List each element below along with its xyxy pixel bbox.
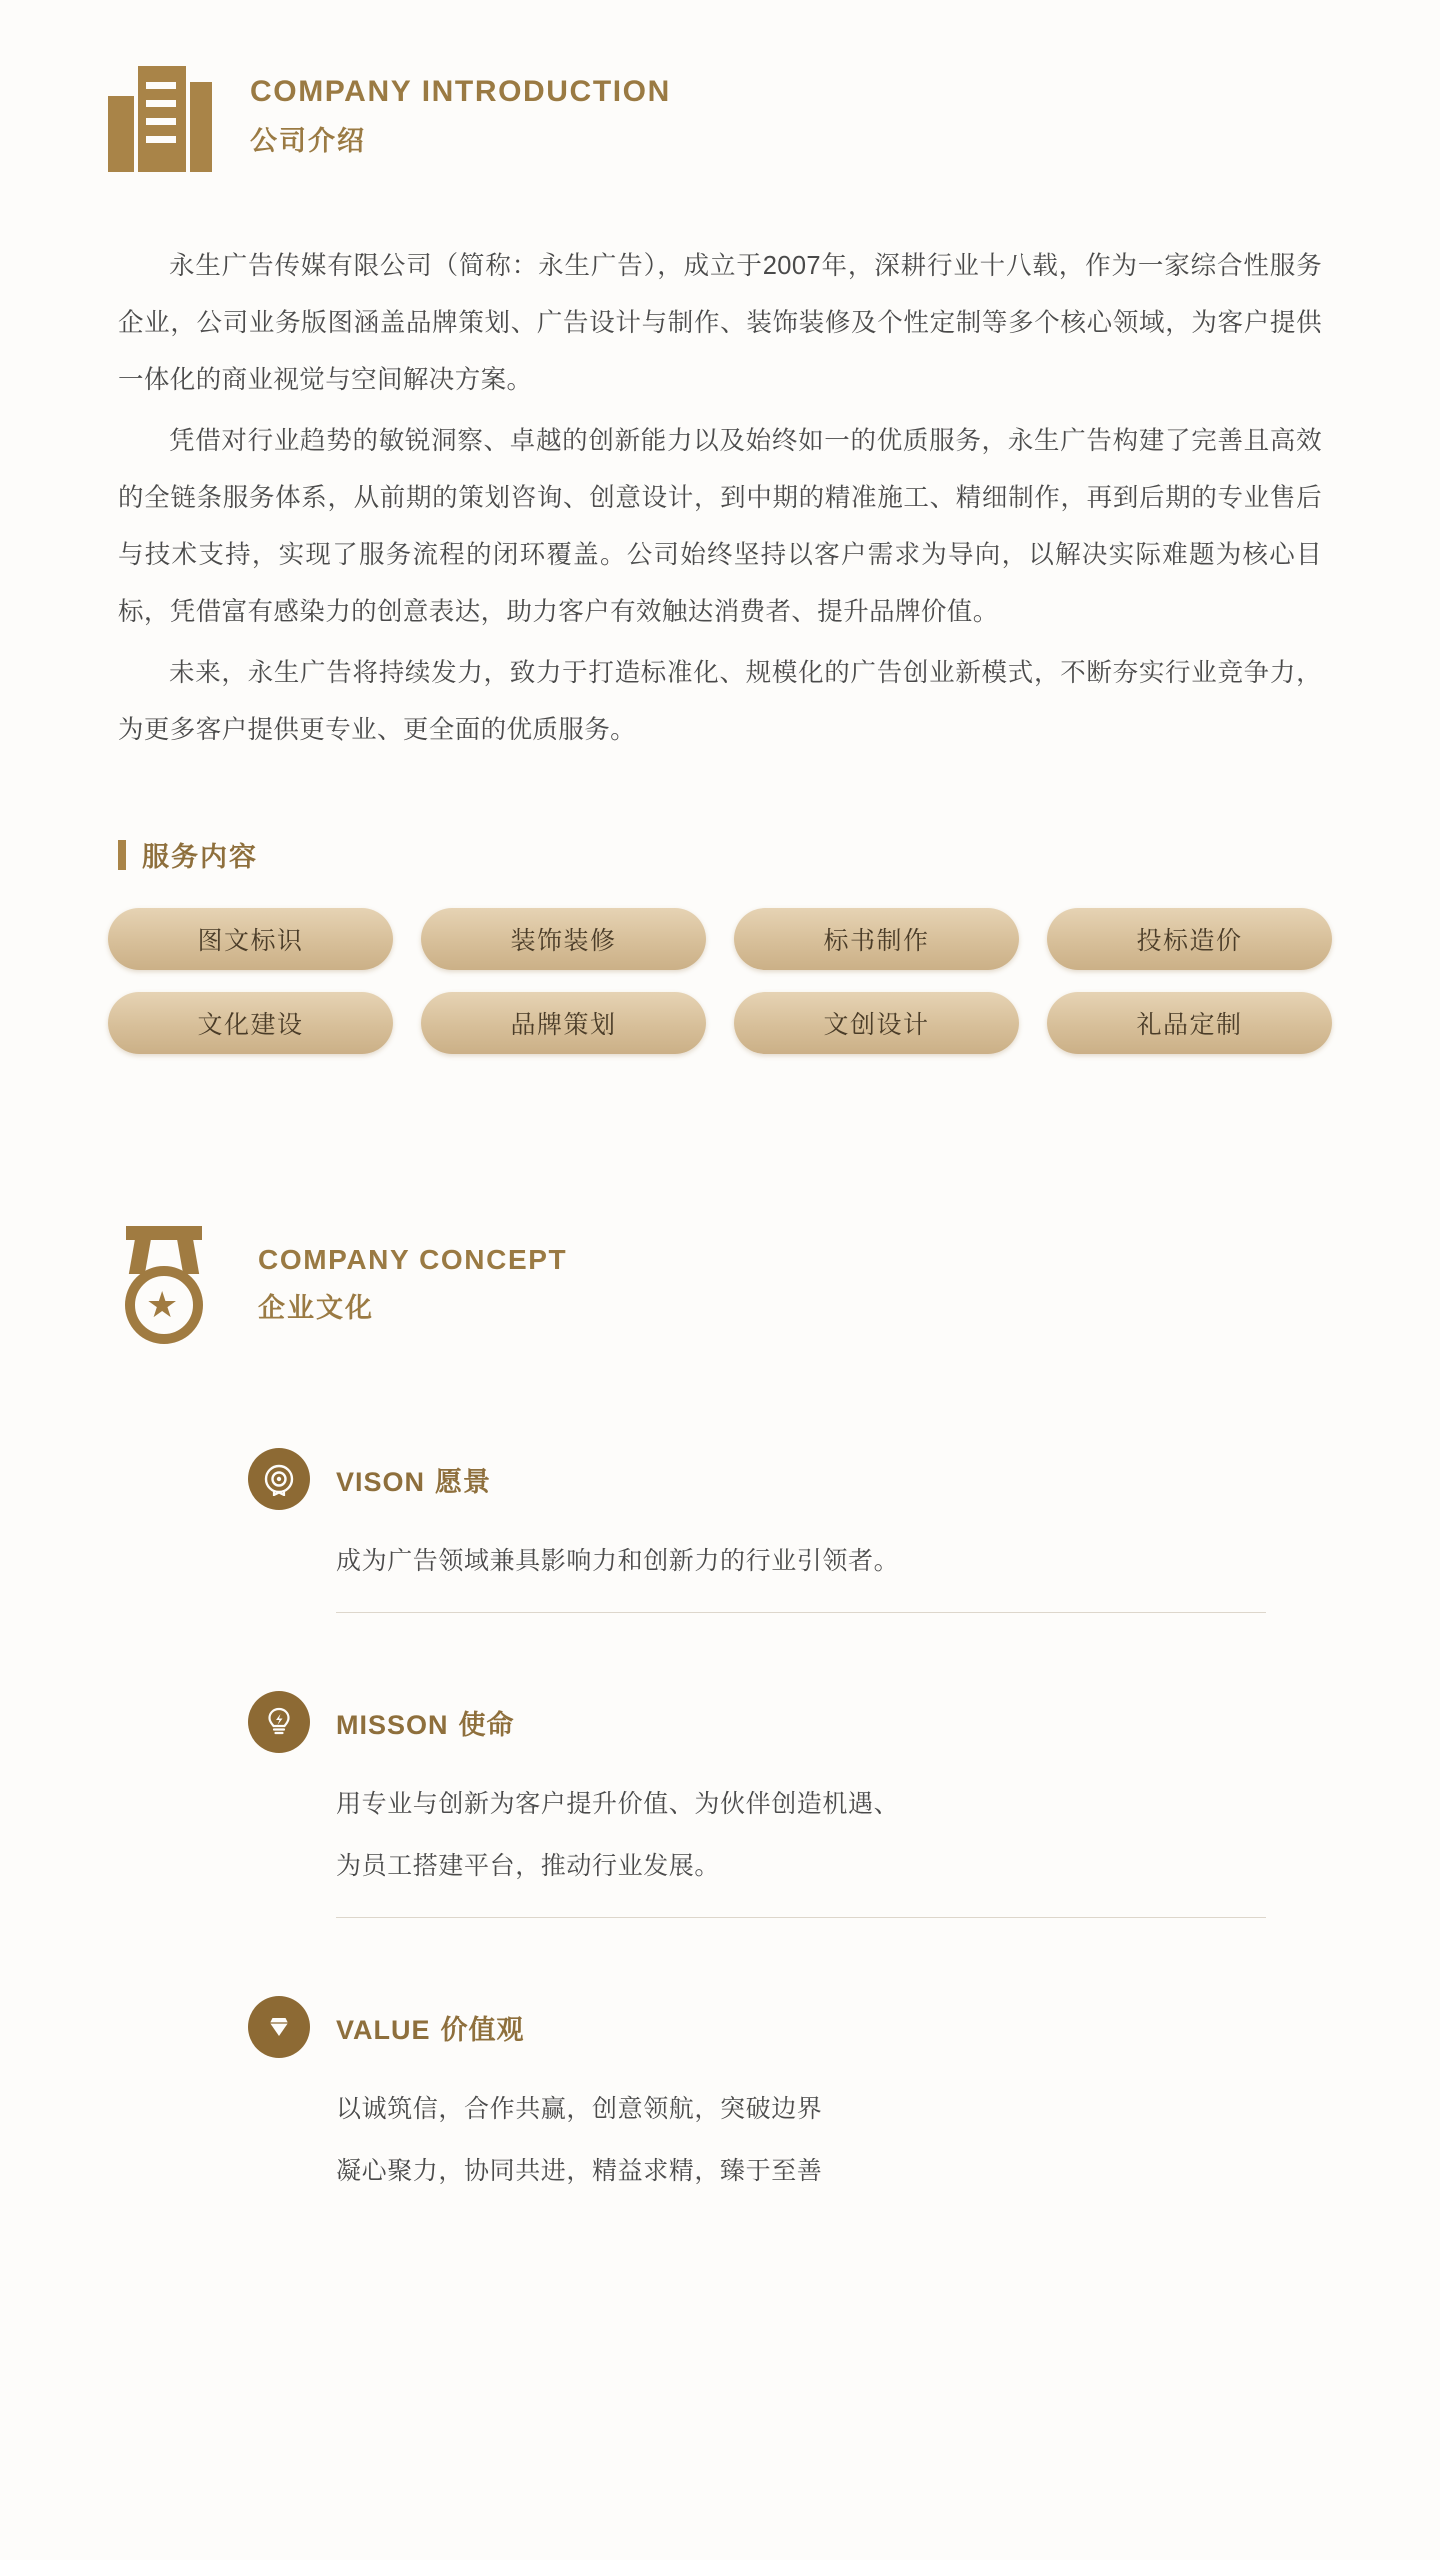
service-pill[interactable]: 标书制作 bbox=[734, 908, 1019, 970]
intro-paragraph: 永生广告传媒有限公司（简称：永生广告），成立于2007年，深耕行业十八载，作为一家综合性服务企业，公司业务版图涵盖品牌策划、广告设计与制作、装饰装修及个性定制等多个核心领域，为客户提供一体化的商业视觉与空间解决方案。 bbox=[118, 252, 1322, 394]
company-introduction-body bbox=[0, 238, 1440, 759]
service-pill[interactable]: 文创设计 bbox=[734, 992, 1019, 1054]
concept-title-cn: 愿景 bbox=[435, 1466, 492, 1497]
intro-paragraph: 未来，永生广告将持续发力，致力于打造标准化、规模化的广告创业新模式，不断夯实行业竞争力，为更多客户提供更专业、更全面的优质服务。 bbox=[118, 659, 1322, 744]
company-introduction-header bbox=[108, 60, 1332, 172]
company-introduction-title-cn: 公司介绍 bbox=[250, 125, 366, 156]
diamond-icon bbox=[248, 1996, 310, 2058]
concept-title bbox=[336, 1703, 515, 1742]
services-heading bbox=[118, 835, 1332, 874]
concept-line: 成为广告领域兼具影响力和创新力的行业引领者。 bbox=[336, 1547, 900, 1575]
heading-accent-bar bbox=[118, 840, 126, 870]
medal-icon: ★ bbox=[108, 1224, 220, 1344]
company-concept-title-en: COMPANY CONCEPT bbox=[258, 1243, 568, 1275]
company-introduction-title-en: COMPANY INTRODUCTION bbox=[250, 74, 671, 108]
services-heading-label: 服务内容 bbox=[142, 842, 258, 872]
service-pill[interactable]: 文化建设 bbox=[108, 992, 393, 1054]
company-concept-section bbox=[0, 1224, 1440, 2222]
concept-item-mission bbox=[248, 1691, 1332, 1918]
concept-body bbox=[336, 1779, 1266, 1918]
company-concept-header bbox=[108, 1224, 1332, 1344]
intro-paragraph: 凭借对行业趋势的敏锐洞察、卓越的创新能力以及始终如一的优质服务，永生广告构建了完善且高效的全链条服务体系，从前期的策划咨询、创意设计，到中期的精准施工、精细制作，再到后期的专业售后与技术支持，实现了服务流程的闭环覆盖。公司始终坚持以客户需求为导向，以解决实际难题为核心目标，凭借富有感染力的创意表达，助力客户有效触达消费者、提升品牌价值。 bbox=[118, 427, 1322, 626]
service-pill[interactable]: 装饰装修 bbox=[421, 908, 706, 970]
concept-line: 用专业与创新为客户提升价值、为伙伴创造机遇、 bbox=[336, 1790, 900, 1818]
concept-line: 以诚筑信，合作共赢，创意领航，突破边界 bbox=[336, 2095, 823, 2123]
lightbulb-icon bbox=[248, 1691, 310, 1753]
concept-item-vision bbox=[248, 1448, 1332, 1613]
company-concept-title-cn: 企业文化 bbox=[258, 1292, 374, 1323]
concept-title bbox=[336, 2008, 525, 2047]
concept-title bbox=[336, 1460, 491, 1499]
services-pill-grid bbox=[108, 908, 1332, 1054]
concept-title-en: VISON bbox=[336, 1466, 426, 1497]
building-icon bbox=[108, 60, 212, 172]
services-section bbox=[0, 835, 1440, 1054]
concept-list bbox=[108, 1448, 1332, 2222]
service-pill[interactable]: 图文标识 bbox=[108, 908, 393, 970]
service-pill[interactable]: 品牌策划 bbox=[421, 992, 706, 1054]
concept-title-en: VALUE bbox=[336, 2014, 431, 2045]
concept-title-cn: 价值观 bbox=[440, 2014, 525, 2045]
badge-seal-icon bbox=[248, 1448, 310, 1510]
concept-line: 凝心聚力，协同共进，精益求精，臻于至善 bbox=[336, 2157, 823, 2185]
concept-line: 为员工搭建平台，推动行业发展。 bbox=[336, 1852, 721, 1880]
concept-item-value bbox=[248, 1996, 1332, 2222]
concept-body bbox=[336, 1536, 1266, 1613]
service-pill[interactable]: 礼品定制 bbox=[1047, 992, 1332, 1054]
concept-title-cn: 使命 bbox=[458, 1709, 515, 1740]
service-pill[interactable]: 投标造价 bbox=[1047, 908, 1332, 970]
concept-body bbox=[336, 2084, 1266, 2222]
concept-title-en: MISSON bbox=[336, 1709, 449, 1740]
